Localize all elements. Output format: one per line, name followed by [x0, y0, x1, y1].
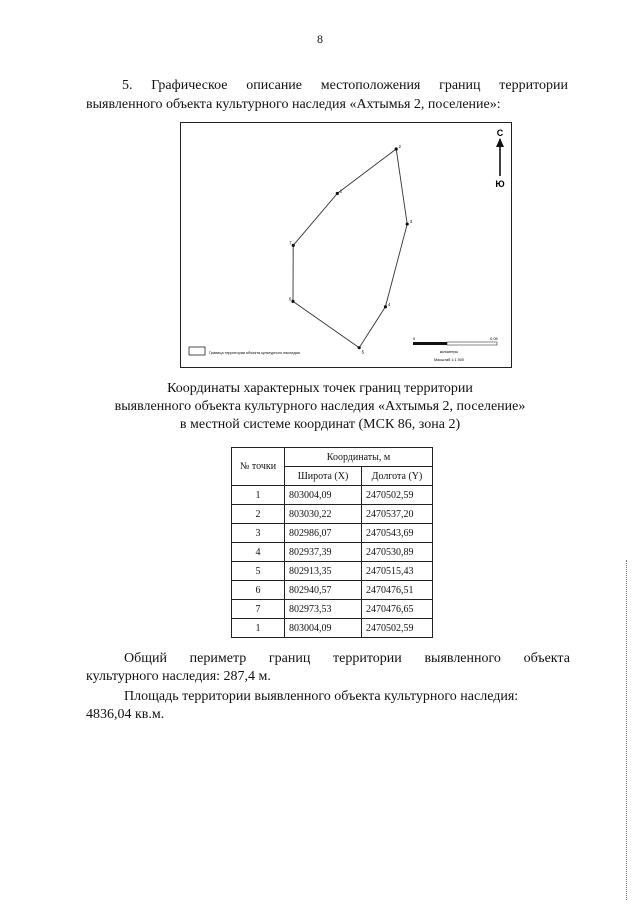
scale-ratio: Масштаб 1:1 500: [434, 358, 464, 362]
perimeter-word: объекта: [523, 651, 570, 666]
scale-bar-unit: километры: [439, 350, 459, 354]
point-number: 1: [232, 486, 285, 505]
longitude-cell: 2470502,59: [362, 486, 433, 505]
boundary-point-label: 4: [387, 301, 391, 307]
perimeter-word: периметр: [189, 651, 247, 666]
heading-word: описание: [246, 78, 303, 93]
point-number: 3: [232, 524, 285, 543]
longitude-cell: 2470515,43: [362, 562, 433, 581]
scan-edge-mark: [626, 560, 629, 900]
heading-word: местоположения: [320, 78, 421, 93]
boundary-point-marker: [291, 300, 294, 303]
latitude-cell: 802913,35: [285, 562, 362, 581]
perimeter-line2: культурного наследия: 287,4 м.: [86, 669, 271, 684]
scale-bar-zero: 0: [413, 336, 416, 341]
boundary-point-label: 3: [409, 219, 413, 225]
perimeter-word: территории: [333, 651, 402, 666]
area-line1: Площадь территории выявленного объекта культурного наследия:: [124, 689, 519, 704]
boundary-point-label: 6: [289, 296, 292, 302]
table-row: [232, 562, 433, 581]
latitude-cell: 802940,57: [285, 581, 362, 600]
boundary-point-marker: [395, 147, 398, 150]
perimeter-word: границ: [268, 651, 311, 666]
boundary-points: [289, 144, 413, 355]
heading-word: границ: [439, 78, 481, 93]
heading-word: Графическое: [151, 78, 228, 93]
table-row: [232, 581, 433, 600]
scale-bar: [413, 336, 499, 362]
longitude-cell: 2470476,65: [362, 600, 433, 619]
point-number: 4: [232, 543, 285, 562]
section-heading: [86, 76, 568, 114]
coordinates-table: [231, 447, 433, 638]
legend-swatch-icon: [189, 347, 205, 355]
boundary-polygon: [293, 149, 407, 348]
table-row: [232, 543, 433, 562]
table-row: [232, 505, 433, 524]
scale-bar-max: 0,05: [490, 336, 498, 341]
point-number: 7: [232, 600, 285, 619]
perimeter-word: выявленного: [424, 651, 501, 666]
table-row: [232, 524, 433, 543]
boundary-point-marker: [358, 346, 361, 349]
perimeter-word: Общий: [124, 651, 167, 666]
boundary-point-marker: [406, 222, 409, 225]
scale-bar-white-segment: [447, 342, 497, 345]
section-heading-line2: выявленного объекта культурного наследия «Ахтымья 2, поселение»:: [86, 97, 501, 112]
table-row: [232, 486, 433, 505]
compass-arrowhead-icon: [496, 138, 504, 147]
page-number: 8: [317, 32, 323, 46]
table-row: [232, 619, 433, 638]
latitude-cell: 802973,53: [285, 600, 362, 619]
compass-north-label: С: [496, 128, 504, 138]
longitude-cell: 2470537,20: [362, 505, 433, 524]
coordinates-title: [0, 380, 640, 434]
compass-south-label: Ю: [495, 179, 505, 189]
header-coordinates: Координаты, м: [285, 448, 433, 467]
coordinates-title-line1: Координаты характерных точек границ территории: [167, 381, 473, 396]
latitude-cell: 802986,07: [285, 524, 362, 543]
compass: [495, 128, 504, 189]
point-number: 6: [232, 581, 285, 600]
header-longitude: Долгота (Y): [362, 467, 433, 486]
coordinates-title-line3: в местной системе координат (МСК 86, зона 2): [179, 417, 461, 432]
section-heading-line1: [86, 76, 568, 95]
longitude-cell: 2470530,89: [362, 543, 433, 562]
boundary-point-label: 5: [361, 349, 365, 355]
boundary-map-canvas: [181, 123, 511, 367]
point-number: 2: [232, 505, 285, 524]
area-line2: 4836,04 кв.м.: [86, 707, 165, 722]
perimeter-paragraph: [86, 650, 570, 686]
latitude-cell: 802937,39: [285, 543, 362, 562]
latitude-cell: 803030,22: [285, 505, 362, 524]
latitude-cell: 803004,09: [285, 486, 362, 505]
header-point-number: № точки: [232, 448, 285, 486]
point-number: 5: [232, 562, 285, 581]
area-paragraph: [86, 688, 570, 724]
boundary-point-label: 1: [339, 188, 343, 194]
boundary-point-label: 7: [289, 240, 292, 246]
longitude-cell: 2470543,69: [362, 524, 433, 543]
legend-text: Граница территории объекта культурного наследия: [209, 351, 300, 355]
point-number: 1: [232, 619, 285, 638]
map-legend: [189, 347, 300, 355]
longitude-cell: 2470502,59: [362, 619, 433, 638]
boundary-point-marker: [292, 244, 295, 247]
header-latitude: Широта (X): [285, 467, 362, 486]
perimeter-line1: [86, 650, 570, 668]
coordinates-title-line2: выявленного объекта культурного наследия «Ахтымья 2, поселение»: [114, 399, 526, 414]
boundary-point-marker: [336, 192, 339, 195]
heading-word: 5.: [122, 78, 133, 93]
boundary-point-marker: [384, 305, 387, 308]
boundary-point-label: 2: [398, 144, 402, 149]
latitude-cell: 803004,09: [285, 619, 362, 638]
heading-word: территории: [499, 78, 568, 93]
boundary-map: [180, 122, 512, 368]
scale-bar-black-segment: [413, 342, 447, 345]
table-row: [232, 600, 433, 619]
longitude-cell: 2470476,51: [362, 581, 433, 600]
